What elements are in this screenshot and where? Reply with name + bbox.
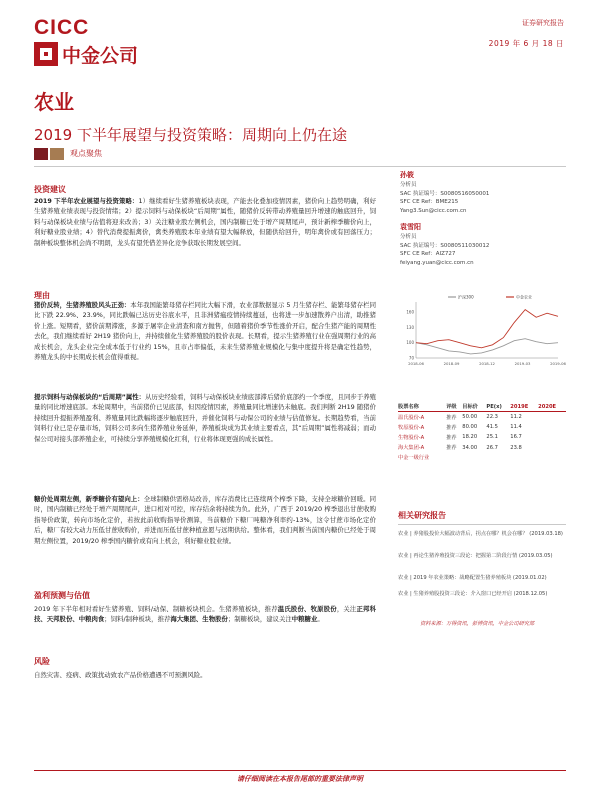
table-header-row (398, 402, 566, 412)
stock-name-cell: 海大集团-A (398, 445, 425, 452)
related-heading: 相关研究报告 (398, 511, 446, 520)
table-cell: 25.1 (486, 434, 498, 441)
analyst-2-email[interactable]: feiyang.yuan@cicc.com.cn (400, 259, 474, 266)
table-row (398, 422, 566, 432)
section-heading-reason: 理由 (34, 291, 50, 300)
analyst-1-sac: SAC 执证编号：S0080516050001 (400, 190, 490, 197)
x-tick-label: 2019-06 (550, 361, 566, 366)
stock-name-cell: 牧原股份-A (398, 424, 425, 431)
col-header: 2019E (510, 402, 538, 412)
p1-text: 本年我国能繁母猪存栏同比大幅下滑，农业部数据显示 5 月生猪存栏、能繁母猪存栏同比下跌 22.9%、23.9%，同比跌幅已达历史谷底水平，且非洲猪瘟疫情持续蔓延，也将进一步加速散养户出清，助推猪价上涨。短期看，猪价前期滞涨，多源于屠宰企业清查和南方抛售，但随着猪价季节性涨价开启，配合生猪产能的周期性去化，我们继续看好 2H19 猪价向上，并持续催化生猪养殖股的股价表现。长期看，提示生猪养殖行业在强周期行业的高成长机会，龙头企业完全成本低于行业约 15%，且市占率偏低，未来生猪养殖业规模化与集中度提升将是确定性趋势，养殖龙头的中长期成长机会值得重视。 (34, 301, 376, 362)
col-header: 目标价 (462, 402, 486, 412)
related-item[interactable]: 农业 | 养猪股投价大幅波动背后，拐点在哪？机会在哪？ (2019.03.18) (398, 531, 563, 537)
header-divider (34, 166, 566, 167)
col-header: 2020E (538, 402, 566, 412)
logo-mark-icon (34, 42, 58, 66)
table-cell (462, 453, 486, 463)
title-marker-gold (50, 148, 64, 160)
p2-text: 从历史经验看，饲料与动保板块业绩底部滞后猪价底部约一个季度，且同步于养殖量的同比增速底部。本轮周期中，当前猪价已见底部，但因疫情因素，养殖量同比增速仍未触底。我们判断 2H19 随猪价持续回升提振养殖盈利、养殖量同比跌幅将逐步触底回升，并催化饲料与动保公司的业绩与估值修复。长期趋势看，当前饲料行业已是存量市场，饲料公司多向生猪养殖业务延伸，养殖板块成为其业绩主要看点，其“后周期”属性将减弱；而动保公司对接头部养殖企业，可持续分享养殖规模化红利，行业将体现更强的成长属性。 (34, 393, 377, 443)
earnings-text-3: ；饲料/制种板块，推荐 (104, 615, 171, 624)
table-cell: 11.2 (510, 414, 522, 421)
report-type: 证券研究报告 (522, 19, 564, 27)
col-header: 评级 (446, 402, 462, 412)
table-cell: 11.4 (510, 424, 522, 431)
reason-paragraph-2 (34, 392, 376, 444)
earnings-pick-4: 中粮糖业 (291, 615, 318, 624)
related-divider (398, 524, 566, 525)
related-item[interactable]: 农业 | 生猪养殖股投资三段论：介入窗口已经开启 (2018.12.05) (398, 591, 548, 597)
price-performance-chart (398, 292, 566, 372)
table-cell: 26.7 (486, 444, 498, 451)
stock-name-cell: 温氏股份-A (398, 414, 425, 421)
col-header: PE(x) (486, 402, 510, 412)
x-tick-label: 2018-06 (408, 361, 424, 366)
table-cell: 23.8 (510, 444, 522, 451)
legal-notice[interactable]: 请仔细阅读在本报告尾部的重要法律声明 (237, 775, 363, 783)
p3-text: 全球制糖供需格局改善，库存消费比已连续两个榨季下降，支持全球糖价回暖。同时，国内制糖已经处于增产周期尾声，进口相对可控，库存结余将持续为负。此外，广西于 2019/20 榨季退出甘蔗收购指导价政策，转向市场化定价，若按此前收购指导价测算，当前糖价下糖厂吨糖净利率约-13%，这令甘蔗市场化定价后，糖厂有较大动力压低甘蔗收购价，并进而压低甘蔗种植意愿与远期供给。整体看，我们判断当前国内糖价已经处于周期左侧位置，2019/20 榨季国内糖价或有向上机会，利好糖业股业绩。 (34, 495, 376, 545)
table-row (398, 453, 566, 463)
analyst-1-block (400, 181, 489, 215)
table-cell: 16.7 (510, 434, 522, 441)
y-tick-label: 160 (406, 309, 414, 315)
analyst-1-title: 分析员 (400, 182, 417, 188)
analyst-2-block (400, 233, 489, 267)
title-marker-dark (34, 148, 48, 160)
sector-title: 农业 (34, 90, 74, 114)
table-cell: 34.00 (462, 444, 478, 451)
col-header: 股票名称 (398, 402, 446, 412)
table-cell: 推荐 (446, 445, 457, 452)
y-tick-label: 70 (408, 355, 414, 361)
analyst-2-name: 袁雪阳 (400, 223, 421, 231)
legend-label: 沪深300 (458, 294, 474, 300)
analyst-1-email[interactable]: Yang3.Sun@cicc.com.cn (400, 207, 467, 214)
table-cell (486, 453, 510, 463)
p3-lead: 糖价处周期左侧，新季糖价有望向上： (34, 495, 144, 503)
x-tick-label: 2019-03 (514, 361, 531, 366)
section-heading-earnings: 盈利预测与估值 (34, 591, 90, 600)
table-cell: 22.3 (486, 414, 498, 421)
analyst-2-sac: SAC 执证编号：S0080511030012 (400, 242, 490, 249)
reason-paragraph-3 (34, 494, 376, 546)
table-row (398, 432, 566, 442)
risk-paragraph: 自然灾害、疫病、政策扰动致农产品价格遭遇不可预测风险。 (34, 671, 207, 679)
logo-text-en: CICC (34, 16, 90, 39)
stock-name-cell: 生物股份-A (398, 434, 425, 441)
p2-lead: 提示饲料与动保板块的“后周期”属性： (34, 393, 146, 401)
invest-text: 1）继续看好生猪养殖板块表现，产能去化叠加疫情因素，猪价向上趋势明确，利好生猪养殖业绩表现与投资情绪；2）提示饲料与动保板块“后周期”属性，随猪价反转带动养殖量回升增速的触底回升，饲料与动保板块业绩与估值将迎来改善；3）关注糖业股左侧机会，国内制糖已处于增产周期尾声，预计新榨季糖价向上，利好糖业股业绩；4）替代消费提振禽价，禽类养殖股本年业绩有望大幅释放，但随供给回升，明年禽价或有回落压力；制种板块整体机会尚不明朗，龙头有望凭借差异化竞争获取长期发展空间。 (34, 197, 376, 247)
section-heading-risk: 风险 (34, 657, 50, 666)
analyst-2-title: 分析员 (400, 234, 417, 240)
x-tick-label: 2018-12 (479, 361, 495, 366)
table-cell: 推荐 (446, 424, 457, 431)
source-note: 资料来源：万得资讯，彭博资讯，中金公司研究部 (420, 621, 535, 627)
y-tick-label: 100 (406, 340, 414, 346)
invest-paragraph (34, 196, 376, 248)
report-date: 2019 年 6 月 18 日 (488, 39, 564, 48)
report-subtype: 观点聚焦 (70, 149, 102, 158)
invest-lead: 2019 下半年农业展望与投资策略： (34, 197, 139, 205)
table-row (398, 443, 566, 453)
table-cell: 41.5 (486, 424, 498, 431)
earnings-text-4: ；制糖板块，建议关注 (227, 615, 292, 624)
table-cell: 18.20 (462, 434, 478, 441)
p1-lead: 猪价反转，生猪养殖股风头正劲： (34, 301, 131, 309)
table-cell: 推荐 (446, 434, 457, 441)
related-item[interactable]: 农业 | 2019 年农业策略：战略配置生猪养殖板块 (2019.01.02) (398, 575, 547, 581)
earnings-pick-3: 海大集团、生物股份 (170, 615, 228, 624)
earnings-paragraph (34, 604, 376, 625)
table-cell: 推荐 (446, 414, 457, 421)
footer-divider (34, 770, 566, 771)
cicc-logo (34, 14, 174, 72)
stock-name-cell: 中金一级行业 (398, 455, 430, 462)
table-row (398, 412, 566, 423)
earnings-text-5: 。 (317, 615, 324, 624)
earnings-pick-2: 正邦科技、天邦股份、中粮肉食 (34, 605, 377, 624)
earnings-text-2: ，关注 (336, 605, 357, 613)
x-tick-label: 2018-09 (443, 361, 460, 366)
analyst-2-sfc: SFC CE Ref：AIZ727 (400, 251, 456, 257)
table-cell: 80.00 (462, 424, 478, 431)
logo-text-cn: 中金公司 (62, 45, 139, 67)
y-tick-label: 130 (406, 324, 414, 330)
earnings-pick-1: 温氏股份、牧原股份 (277, 605, 337, 613)
reason-paragraph-1 (34, 300, 376, 362)
report-title: 2019 下半年展望与投资策略：周期向上仍在途 (34, 126, 347, 144)
analyst-1-sfc: SFC CE Ref：BME215 (400, 199, 459, 205)
table-cell: 50.00 (462, 414, 478, 421)
earnings-text-1: 2019 年下半年相对看好生猪养殖、饲料/动保、制糖板块机会。生猪养殖板块，推荐 (34, 605, 278, 613)
analyst-1-name: 孙筱 (400, 171, 414, 179)
section-heading-invest: 投资建议 (34, 185, 66, 194)
related-item[interactable]: 农业 | 再论生猪养殖投资三段论：把握第二阶段行情 (2019.03.05) (398, 553, 553, 559)
legend-label: 中金农业 (516, 294, 532, 300)
table-cell (446, 453, 462, 463)
table-cell (510, 453, 538, 463)
valuation-table (398, 402, 566, 463)
